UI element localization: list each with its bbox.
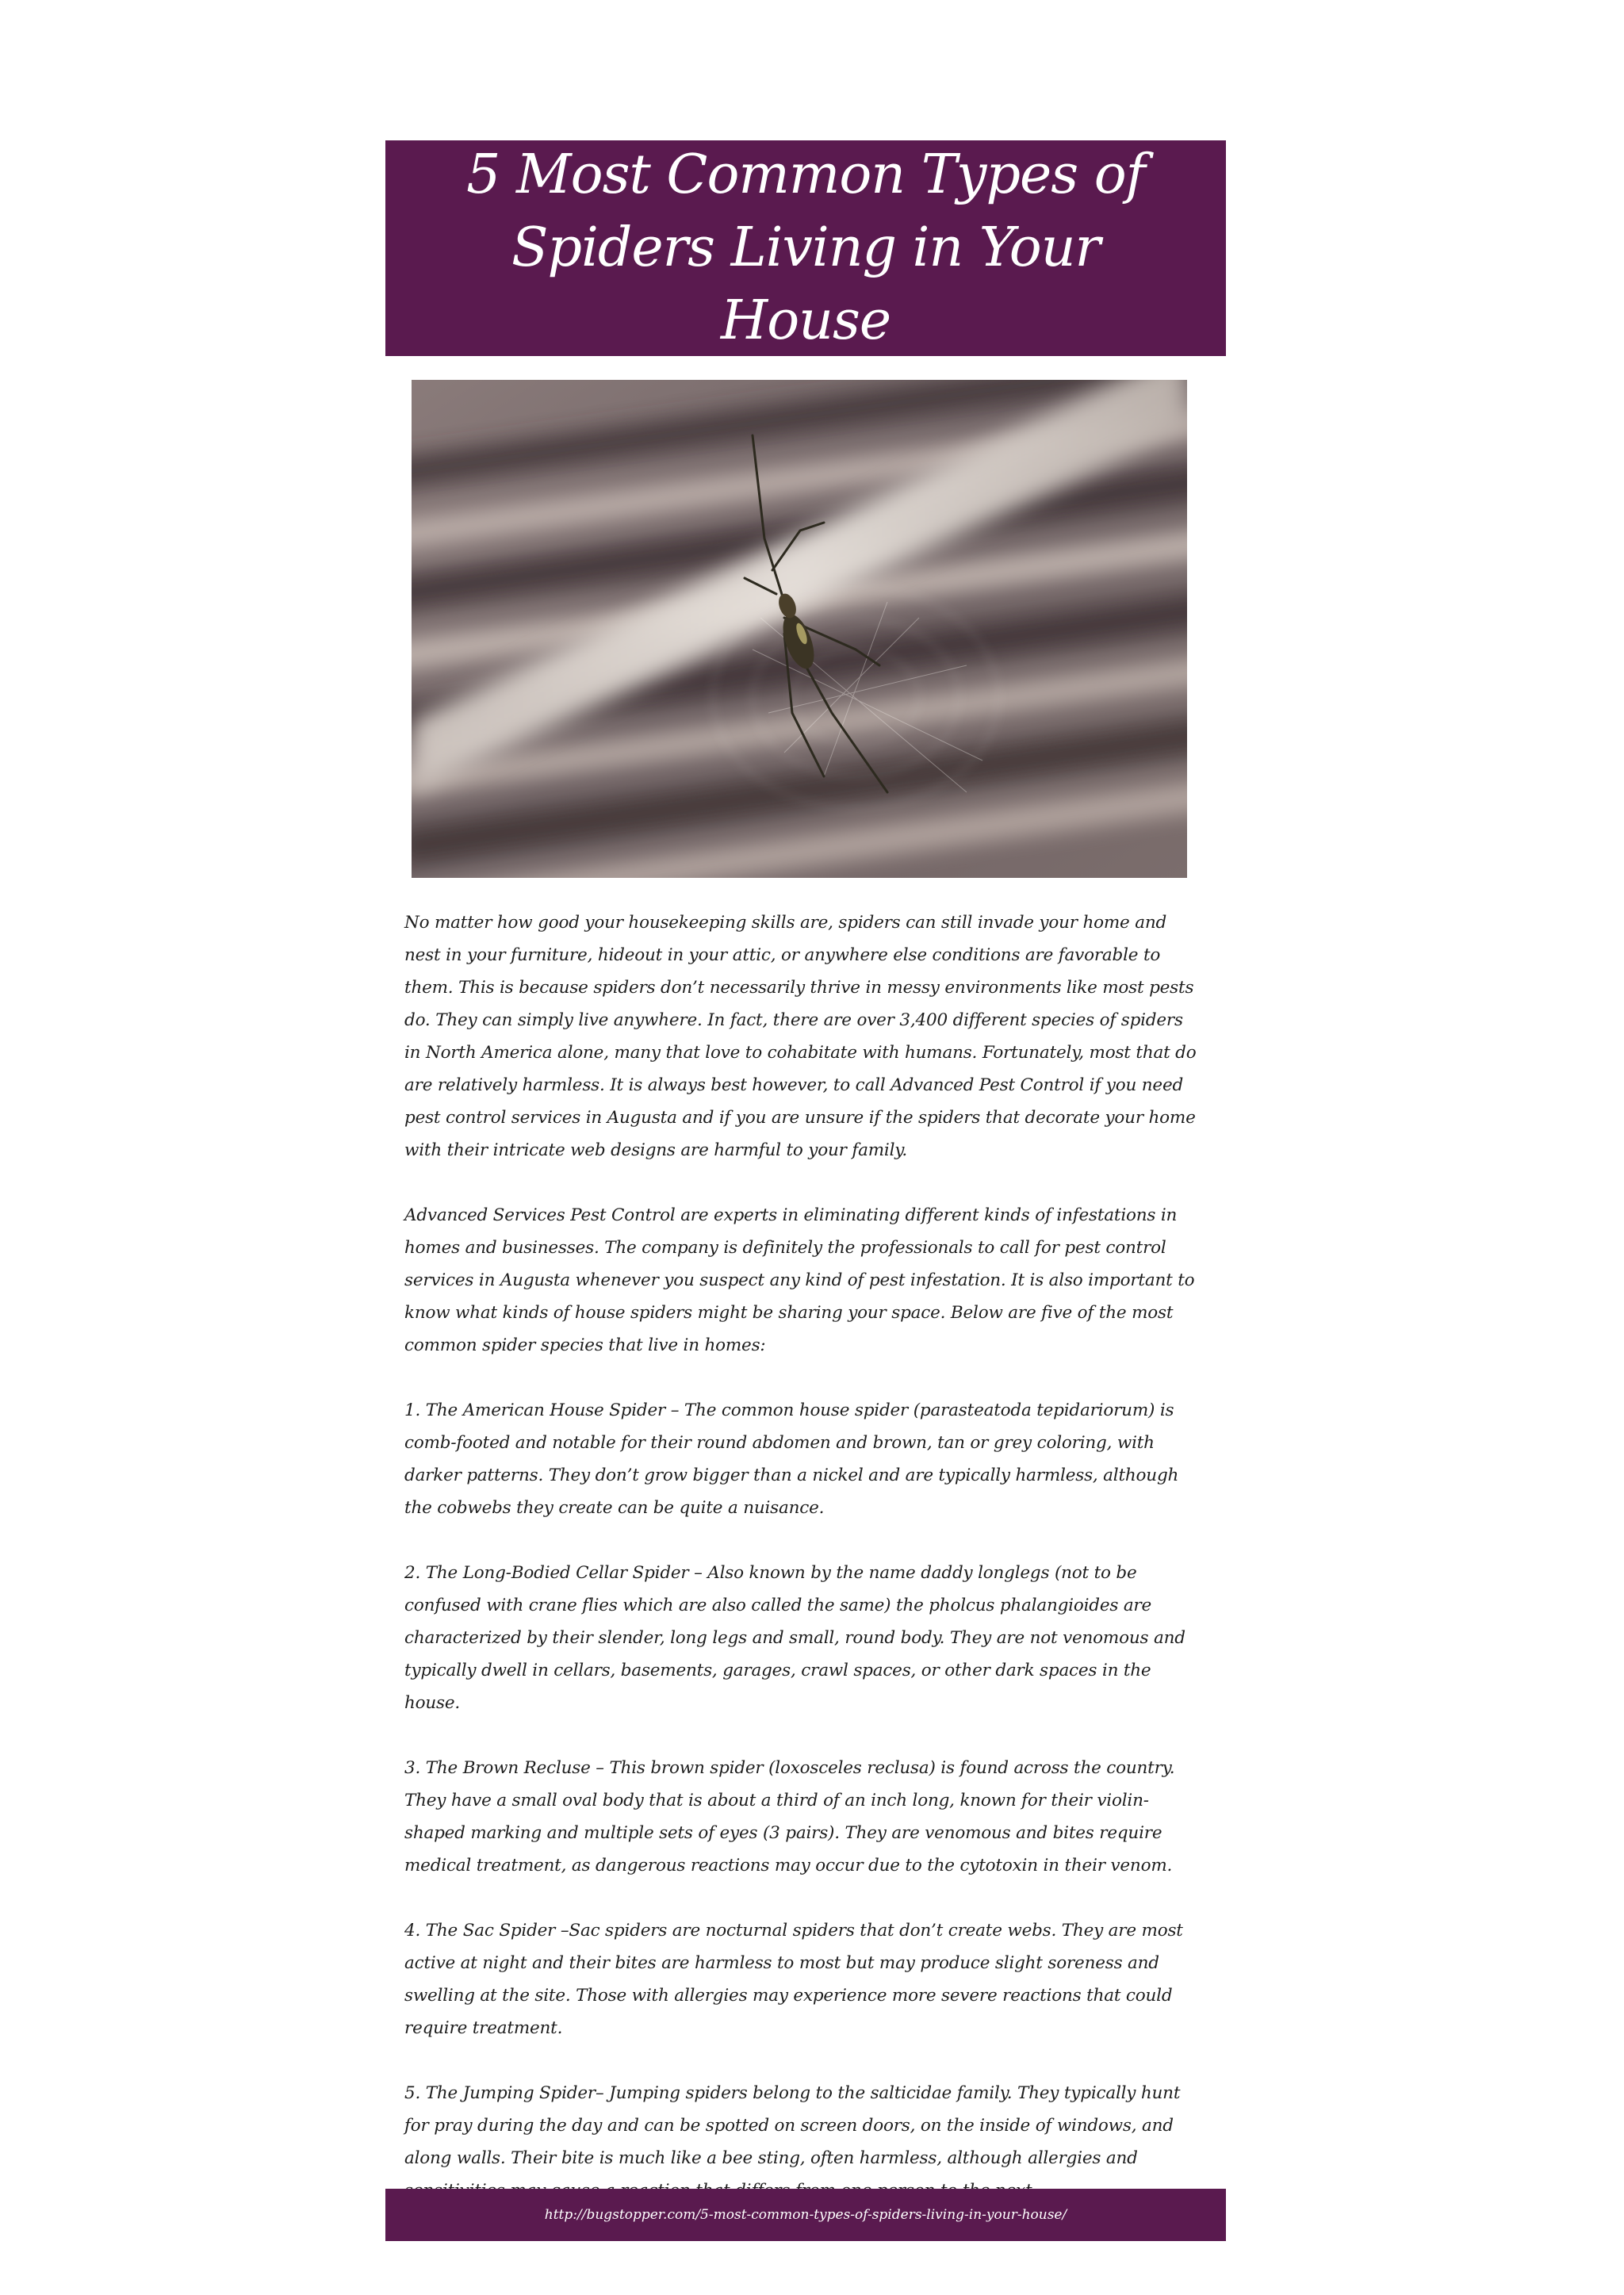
list-item-brown-recluse: 3. The Brown Recluse – This brown spider (loxosceles reclusa) is found across the country. They have a small oval body that is about a third of an inch long, known for their violin-shaped marking and multiple sets of eyes (3 pairs). They are venomous and bites require medical treatment, as dangerous reactions may occur due to the cytotoxin in their venom.: [404, 1758, 1175, 1875]
list-item-jumping-spider: 5. The Jumping Spider– Jumping spiders belong to the salticidae family. They typically hunt for pray during the day and can be spotted on screen doors, on the inside of windows, and along walls. Their bite is much like a bee sting, often harmless, although allergies and: [404, 2083, 1181, 2168]
document-page: [385, 140, 1226, 2223]
footer-url-link[interactable]: http://bugstopper.com/5-most-common-types-of-spiders-living-in-your-house/: [544, 2207, 1067, 2223]
intro-paragraph: No matter how good your housekeeping skills are, spiders can still invade your home and nest in your furniture, hideout in your attic, or anywhere else conditions are favorable to them. This is because spiders don’t necessarily thrive in messy environments like most pests do. They can simply live anywhere. In fact, there are over 3,400 different species of spiders in North America alone, many that love to cohabitate with humans. Fortunately, most that do are relatively harmless. It is always best however, to call Advanced Pest Control if you need pest control services in Augusta and if you are unsure if the spiders that decorate your home with their intricate web designs are harmful to your family.: [404, 913, 1197, 1160]
page-title: 5 Most Common Types of Spiders Living in Your House: [466, 144, 1145, 352]
list-item-american-house-spider: 1. The American House Spider – The common house spider (parasteatoda tepidariorum) is comb-footed and notable for their round abdomen and brown, tan or grey coloring, with darker patterns. They don’t grow bigger than a nickel and are typically harmless, although the cobwebs they create can be quite a nuisance.: [404, 1400, 1179, 1518]
list-item-cellar-spider: 2. The Long-Bodied Cellar Spider – Also known by the name daddy longlegs (not to be confused with crane flies which are also called the same) the pholcus phalangioides are characterized by their slender, long legs and small, round body. They are not venomous and typically dwell in cellars, basements, garages, crawl spaces, or other dark spaces in the house.: [404, 1563, 1185, 1713]
title-banner: [385, 140, 1226, 356]
company-paragraph: Advanced Services Pest Control are experts in eliminating different kinds of infestations in homes and businesses. The company is definitely the professionals to call for pest control services in Augusta whenever you suspect any kind of pest infestation. It is also important to know what kinds of house spiders might be sharing your space. Below are five of the most common spider species that live in homes:: [404, 1205, 1195, 1355]
spider-photo: [412, 380, 1187, 878]
footer-banner: [385, 2189, 1226, 2241]
article-body: [404, 906, 1197, 2239]
list-item-sac-spider: 4. The Sac Spider –Sac spiders are nocturnal spiders that don’t create webs. They are most active at night and their bites are harmless to most but may produce slight soreness and swelling at the site. Those with allergies may experience more severe reactions that could require treatment.: [404, 1921, 1183, 2038]
